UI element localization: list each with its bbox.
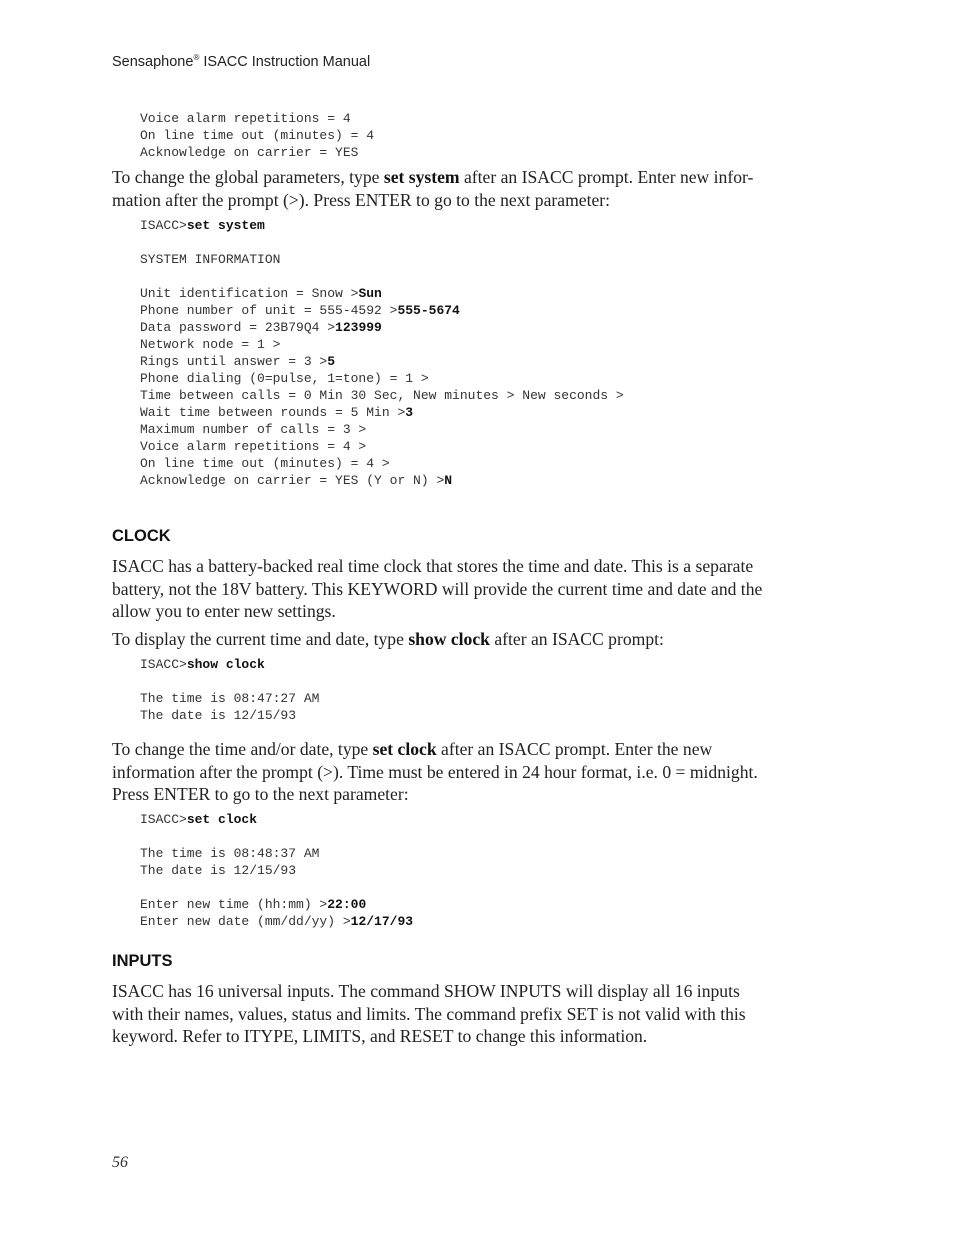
command-set-system: set system: [383, 167, 460, 187]
param-prompt: Voice alarm repetitions = 4 >: [140, 439, 367, 454]
param-line: [140, 353, 624, 370]
param-line: [140, 370, 624, 387]
header-title: ISACC Instruction Manual: [199, 54, 371, 70]
paragraph-set-system: [112, 166, 817, 211]
param-prompt: Enter new date (mm/dd/yy) >: [140, 914, 351, 929]
param-input: 22:00: [327, 897, 367, 912]
typed-command: set clock: [186, 812, 258, 827]
command-show-clock: show clock: [408, 629, 490, 649]
param-input: 12/17/93: [350, 914, 414, 929]
text-run: battery, not the 18V battery. This KEYWORD will provide the current time and date and the: [112, 578, 763, 599]
param-prompt: Phone dialing (0=pulse, 1=tone) = 1 >: [140, 371, 429, 386]
date-line: The date is 12/15/93: [140, 863, 297, 878]
code-block-system-tail: [140, 110, 374, 161]
registered-mark: ®: [193, 53, 200, 62]
param-prompt: Maximum number of calls = 3 >: [140, 422, 367, 437]
param-line: [140, 455, 624, 472]
text-run: with their names, values, status and limits. The command prefix SET is not valid with this: [112, 1003, 746, 1024]
param-line: [140, 285, 624, 302]
param-input: Sun: [358, 286, 382, 301]
time-line: The time is 08:47:27 AM: [140, 691, 320, 706]
param-prompt: Wait time between rounds = 5 Min >: [140, 405, 406, 420]
text-run: keyword. Refer to ITYPE, LIMITS, and RESET to change this information.: [112, 1026, 648, 1046]
page-number: 56: [112, 1154, 128, 1171]
code-block-show-clock: [140, 656, 319, 724]
text-run: after an ISACC prompt:: [489, 629, 664, 649]
section-heading-clock: CLOCK: [112, 527, 171, 545]
param-input: 555-5674: [397, 303, 460, 318]
paragraph-inputs: [112, 980, 817, 1048]
command-set-clock: set clock: [372, 739, 437, 759]
text-run: allow you to enter new settings.: [112, 601, 336, 621]
date-line: The date is 12/15/93: [140, 708, 297, 723]
isacc-prompt: ISACC>: [140, 812, 187, 827]
blank-line: [140, 268, 624, 285]
section-heading-inputs: INPUTS: [112, 952, 173, 970]
param-prompt: On line time out (minutes) = 4 >: [140, 456, 390, 471]
text-run: To display the current time and date, type: [112, 629, 409, 649]
blank-line: [140, 828, 413, 845]
param-prompt: Rings until answer = 3 >: [140, 354, 328, 369]
isacc-prompt: ISACC>: [140, 657, 187, 672]
param-line: [140, 438, 624, 455]
code-block-set-clock: [140, 811, 413, 930]
code-line: Acknowledge on carrier = YES: [140, 145, 359, 160]
typed-command: show clock: [186, 657, 265, 672]
prompt-line: [140, 811, 413, 828]
text-run: information after the prompt (>). Time must be entered in 24 hour format, i.e. 0 = midnight.: [112, 761, 758, 782]
text-run: ISACC has a battery-backed real time clock that stores the time and date. This is a separate: [112, 556, 754, 576]
section-title: SYSTEM INFORMATION: [140, 252, 281, 267]
param-input: 5: [327, 354, 336, 369]
blank-line: [140, 673, 319, 690]
blank-line: [140, 234, 624, 251]
param-prompt: Acknowledge on carrier = YES (Y or N) >: [140, 473, 445, 488]
new-date-line: [140, 913, 413, 930]
text-run: after an ISACC prompt. Enter the new: [436, 739, 713, 759]
text-run: after an ISACC prompt. Enter new infor-: [459, 167, 754, 187]
text-run: To change the time and/or date, type: [112, 739, 373, 759]
blank-line: [140, 879, 413, 896]
paragraph-clock-intro: [112, 555, 817, 623]
header-brand: Sensaphone: [112, 54, 194, 70]
code-line: Voice alarm repetitions = 4: [140, 111, 351, 126]
new-time-line: [140, 896, 413, 913]
text-run: ISACC has 16 universal inputs. The command SHOW INPUTS will display all 16 inputs: [112, 981, 740, 1001]
paragraph-set-clock: [112, 738, 817, 806]
time-line: The time is 08:48:37 AM: [140, 846, 320, 861]
param-prompt: Time between calls = 0 Min 30 Sec, New minutes > New seconds >: [140, 388, 624, 403]
running-header: [112, 54, 370, 70]
text-run: To change the global parameters, type: [112, 167, 384, 187]
param-prompt: Data password = 23B79Q4 >: [140, 320, 336, 335]
isacc-prompt: ISACC>: [140, 218, 187, 233]
code-line: On line time out (minutes) = 4: [140, 128, 375, 143]
param-line: [140, 336, 624, 353]
param-prompt: Enter new time (hh:mm) >: [140, 897, 328, 912]
param-line: [140, 404, 624, 421]
param-prompt: Phone number of unit = 555-4592 >: [140, 303, 398, 318]
param-line: [140, 421, 624, 438]
prompt-line: [140, 217, 624, 234]
param-prompt: Network node = 1 >: [140, 337, 281, 352]
param-input: N: [444, 473, 453, 488]
param-line: [140, 472, 624, 489]
text-run: mation after the prompt (>). Press ENTER to go to the next parameter:: [112, 189, 611, 210]
param-line: [140, 319, 624, 336]
param-line: [140, 387, 624, 404]
text-run: Press ENTER to go to the next parameter:: [112, 784, 409, 804]
param-line: [140, 302, 624, 319]
typed-command: set system: [186, 218, 265, 233]
code-block-set-system: [140, 217, 624, 489]
param-prompt: Unit identification = Snow >: [140, 286, 359, 301]
prompt-line: [140, 656, 319, 673]
paragraph-show-clock: [112, 628, 817, 651]
param-input: 3: [405, 405, 414, 420]
param-input: 123999: [335, 320, 382, 335]
